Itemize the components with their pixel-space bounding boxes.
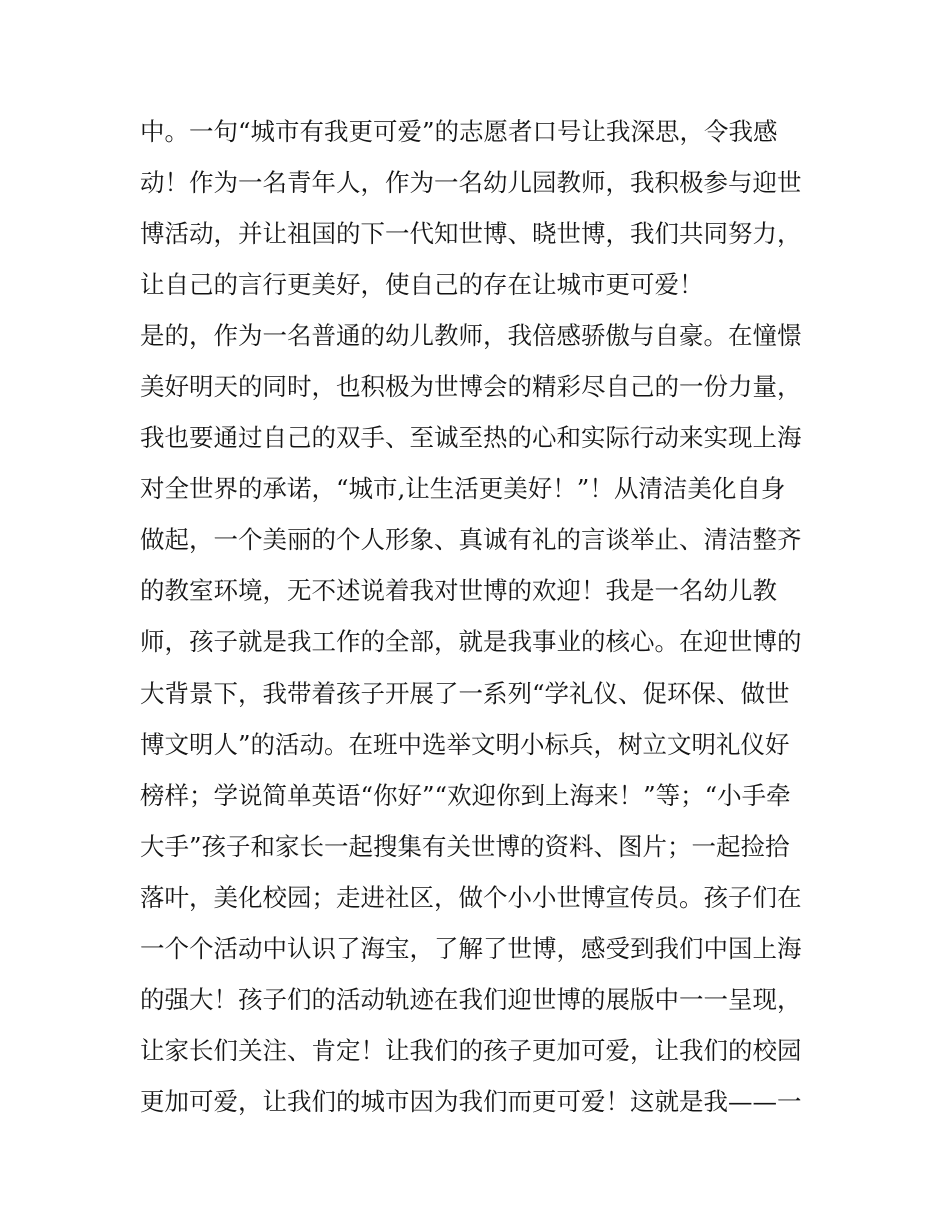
text-line: 做起，一个美丽的个人形象、真诚有礼的言谈举止、清洁整齐 [140, 525, 802, 555]
text-line: 一个个活动中认识了海宝，了解了世博，感受到我们中国上海 [140, 933, 802, 963]
text-line: 大手”孩子和家长一起搜集有关世博的资料、图片；一起捡拾 [140, 831, 790, 861]
text-line: 对全世界的承诺，“城市,让生活更美好！”！从清洁美化自身 [140, 474, 786, 504]
text-line: 让自己的言行更美好，使自己的存在让城市更可爱！ [140, 270, 704, 300]
text-line: 博活动，并让祖国的下一代知世博、晓世博，我们共同努力， [140, 219, 802, 249]
text-line: 大背景下，我带着孩子开展了一系列“学礼仪、促环保、做世 [140, 678, 790, 708]
text-line: 是的，作为一名普通的幼儿教师，我倍感骄傲与自豪。在憧憬 [140, 321, 802, 351]
text-line: 的教室环境，无不述说着我对世博的欢迎！我是一名幼儿教 [140, 576, 777, 606]
text-line: 美好明天的同时，也积极为世博会的精彩尽自己的一份力量， [140, 372, 802, 402]
text-line: 师，孩子就是我工作的全部，就是我事业的核心。在迎世博的 [140, 627, 802, 657]
text-line: 我也要通过自己的双手、至诚至热的心和实际行动来实现上海 [140, 423, 802, 453]
body-text [140, 106, 820, 1127]
text-line: 的强大！孩子们的活动轨迹在我们迎世博的展版中一一呈现， [140, 984, 802, 1014]
text-line: 博文明人”的活动。在班中选举文明小标兵，树立文明礼仪好 [140, 729, 790, 759]
text-line: 让家长们关注、肯定！让我们的孩子更加可爱，让我们的校园 [140, 1035, 802, 1065]
text-line: 动！作为一名青年人，作为一名幼儿园教师，我积极参与迎世 [140, 168, 802, 198]
text-line: 更加可爱，让我们的城市因为我们而更可爱！这就是我——一 [140, 1086, 802, 1116]
text-line: 榜样；学说简单英语“你好”“欢迎你到上海来！”等；“小手牵 [140, 780, 791, 810]
text-line: 落叶，美化校园；走进社区，做个小小世博宣传员。孩子们在 [140, 882, 802, 912]
text-line: 中。一句“城市有我更可爱”的志愿者口号让我深思，令我感 [140, 117, 778, 146]
